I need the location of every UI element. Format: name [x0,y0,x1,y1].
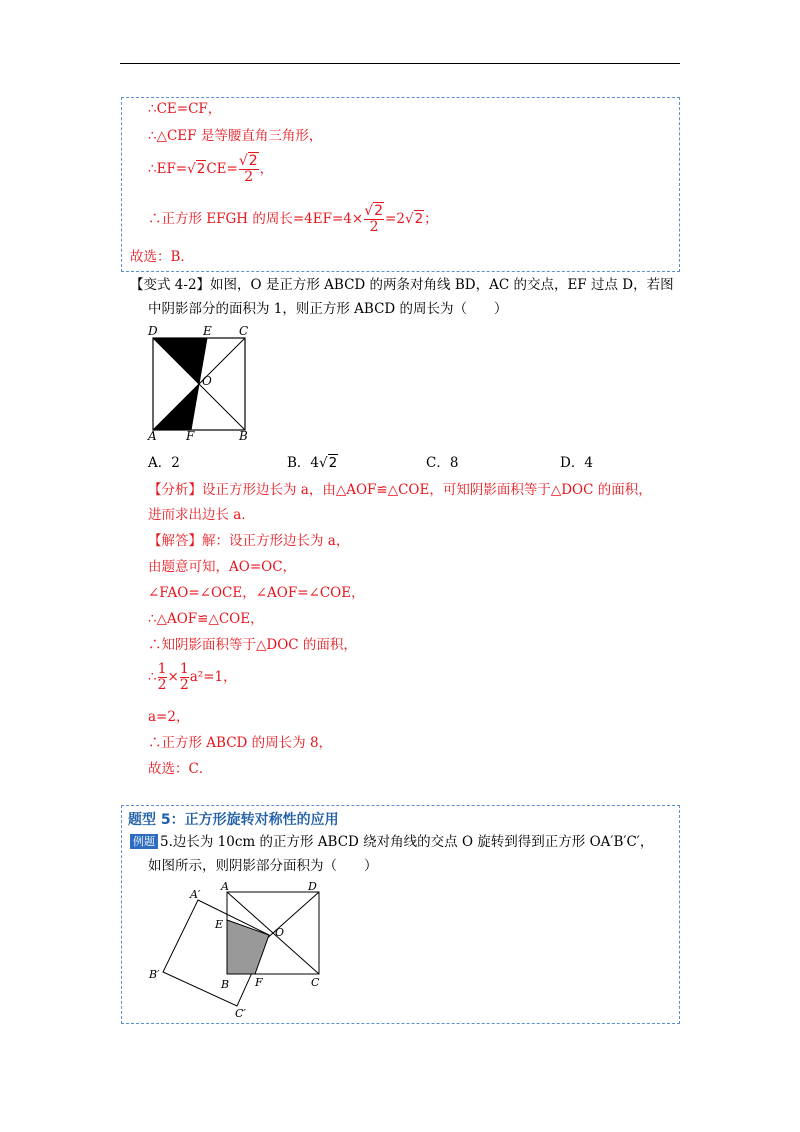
label-D: D [148,324,158,338]
label-C: C [311,976,320,989]
option-b: B．4√2 [287,455,338,471]
solution-line: ∴正方形 ABCD 的周长为 8， [148,735,333,751]
solution-line: ∴CE=CF， [148,101,222,117]
option-a: A．2 [148,455,180,471]
label-O: O [275,926,285,939]
label-F: F [255,976,263,989]
example-tag: 例题 [130,834,158,849]
option-d: D．4 [560,455,593,471]
solution-line: 【解答】解：设正方形边长为 a， [148,533,350,549]
figure-rotated-squares [145,878,335,1018]
solution-line: 故选：B． [130,249,194,265]
solution-line: ∴知阴影面积等于△DOC 的面积， [148,637,357,653]
problem-text: 【变式 4-2】如图，O 是正方形 ABCD 的两条对角线 BD，AC 的交点，EF 过点 D，若图 [130,277,674,293]
label-E: E [215,918,224,931]
solution-line: ∴ $\frac{1}{2}$ × $\frac{1}{2}$ a²=1， [148,661,237,693]
label-F: F [186,429,195,442]
solution-line: ∠FAO=∠OCE，∠AOF=∠COE， [148,585,365,601]
solution-line: 故选：C． [148,761,213,777]
solution-line: a=2， [148,709,190,725]
solution-line: 由题意可知，AO=OC， [148,559,297,575]
label-C: C [239,324,249,338]
analysis-text: 【分析】设正方形边长为 a，由△AOF≌△COE，可知阴影面积等于△DOC 的面积， [148,482,652,498]
solution-line: ∴EF=√2CE= $\frac{√2}{2}$ ， [148,153,274,185]
label-C-prime: C′ [235,1007,246,1018]
example-question: 例题 5.边长为 10cm 的正方形 ABCD 绕对角线的交点 O 旋转到得到正方形 OA′B′C′， [130,833,653,851]
label-B-prime: B′ [149,968,160,981]
solution-line: ∴△AOF≌△COE， [148,611,264,627]
label-B: B [221,978,230,991]
label-B: B [239,429,248,442]
header-rule [120,63,680,64]
figure-square-shaded [145,322,265,442]
example-question: 如图所示，则阴影部分面积为（ ） [148,858,378,874]
label-O: O [202,374,212,388]
label-E: E [203,324,212,338]
section-title: 题型 5：正方形旋转对称性的应用 [128,812,339,828]
solution-line: ∴正方形 EFGH 的周长=4EF=4× $\frac{√2}{2}$ =2√2； [148,203,438,235]
analysis-text: 进而求出边长 a． [148,507,255,523]
problem-text: 中阴影部分的面积为 1，则正方形 ABCD 的周长为（ ） [148,301,508,317]
option-c: C．8 [426,455,459,471]
label-A-prime: A′ [190,888,201,901]
label-A: A [148,429,157,442]
label-D: D [308,880,317,893]
label-A: A [221,880,229,893]
solution-line: ∴△CEF 是等腰直角三角形， [148,128,323,144]
